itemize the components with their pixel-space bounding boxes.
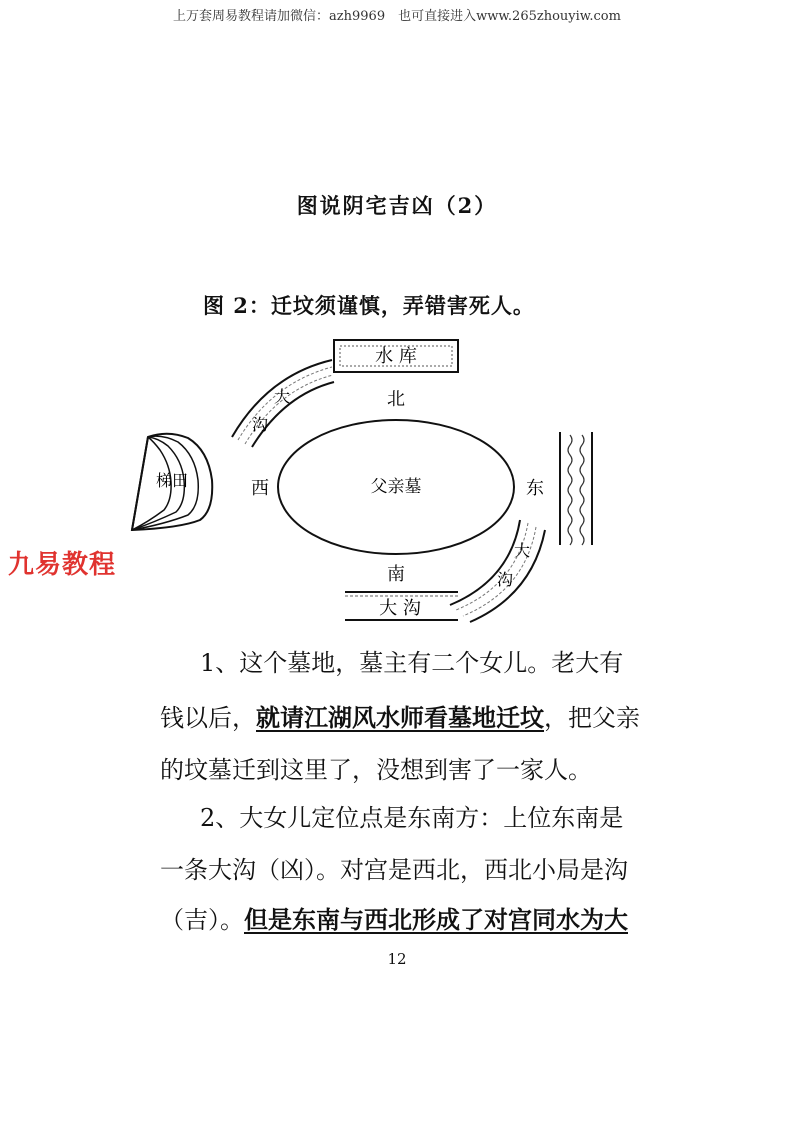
paragraph-1-line-2-part-a: 钱以后， [160,704,256,732]
north-label: 北 [387,389,405,410]
header-note: 上万套周易教程请加微信：azh9969 也可直接进入www.265zhouyiw.com [173,9,621,24]
big-ditch-label: 大 沟 [379,598,421,619]
southeast-ditch [450,520,545,622]
terraces-label: 梯田 [155,471,189,490]
paragraph-1-emphasis: 就请江湖风水师看墓地迁坟 [256,703,544,732]
figure-caption: 图 2：迁坟须谨慎，弄错害死人。 [203,293,535,318]
northwest-ditch-char2: 沟 [251,415,269,434]
paragraph-2-line-3 [160,905,650,935]
paragraph-1-line-1: 1、这个墓地，墓主有二个女儿。老大有 [200,649,624,677]
page-title: 图说阴宅吉凶（2） [296,193,498,218]
paragraph-1-line-2 [160,703,650,733]
paragraph-2-emphasis: 但是东南与西北形成了对宫同水为大 [244,905,628,934]
terraced-fields [132,434,212,530]
page-number: 12 [387,950,407,968]
east-label: 东 [526,478,544,499]
paragraph-2-line-2: 一条大沟（凶）。对宫是西北，西北小局是沟 [160,856,628,884]
paragraph-2-line-3-part-a: （吉）。 [160,906,244,934]
east-water-band [560,432,592,545]
northwest-ditch-char1: 大 [273,387,291,406]
tomb-diagram [120,330,660,630]
tomb-label: 父亲墓 [370,477,422,497]
southeast-ditch-char1: 大 [513,541,531,560]
southeast-ditch-char2: 沟 [496,570,514,589]
south-big-ditch [345,592,458,620]
reservoir-box [334,340,458,372]
reservoir-label: 水 库 [375,346,417,367]
paragraph-1-line-3: 的坟墓迁到这里了，没想到害了一家人。 [160,756,592,784]
paragraph-1-line-2-part-c: ，把父亲 [544,704,640,732]
west-label: 西 [251,478,269,499]
paragraph-2-line-1: 2、大女儿定位点是东南方：上位东南是 [200,804,624,832]
northwest-ditch [232,360,334,447]
south-label: 南 [387,564,405,585]
watermark-text: 九易教程 [8,550,117,580]
